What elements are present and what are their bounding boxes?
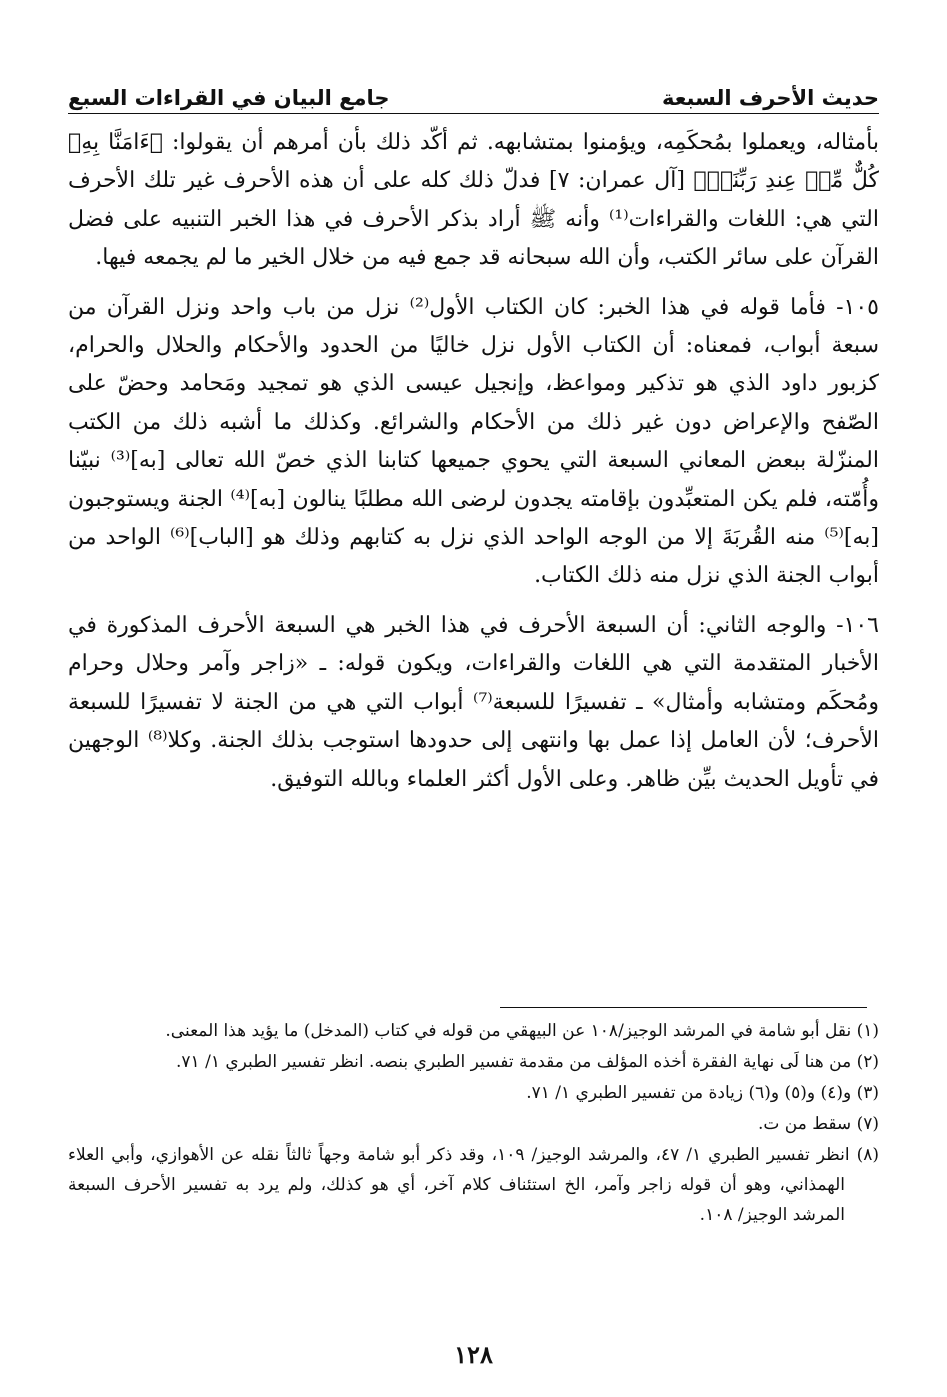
footnote-1: (١) نقل أبو شامة في المرشد الوجيز/١٠٨ عن البيهقي من قوله في كتاب (المدخل) ما يؤيد هذا المعنى. <box>165 1021 879 1041</box>
footnote-2: (٢) من هنا لَى نهاية الفقرة أخذه المؤلف من مقدمة تفسير الطبري بنصه. انظر تفسير الطبري ١/ ٧١. <box>176 1052 879 1072</box>
header-rule <box>68 113 879 114</box>
header-chapter-title: حديث الأحرف السبعة <box>661 86 879 110</box>
page-number: ١٢٨ <box>454 1340 493 1369</box>
paragraph-106: ١٠٦- والوجه الثاني: أن السبعة الأحرف في هذا الخبر هي السبعة الأحرف المذكورة في الأخبار المتقدمة التي هي اللغات والقراءات، ويكون قوله: ـ «زاجر وآمر وحلال وحرام ومُحكَم ومتشابه وأمثال» ـ تفسيرًا للسبعة⁽⁷⁾ أبواب التي هي من الجنة لا تفسيرًا للسبعة الأحرف؛ لأن العامل إذا عمل بها وانتهى إلى حدودها استوجب بذلك الجنة. وكلا⁽⁸⁾ الوجهين في تأويل الحديث بيِّن ظاهر. وعلى الأول أكثر العلماء وبالله التوفيق. <box>68 612 879 792</box>
footnote-rule <box>500 1007 867 1008</box>
main-text <box>68 124 879 810</box>
header-book-title: جامع البيان في القراءات السبع <box>68 86 390 110</box>
footnotes <box>68 1016 879 1231</box>
footnote-8: (٨) انظر تفسير الطبري ١/ ٤٧، والمرشد الوجيز/ ١٠٩، وقد ذكر أبو شامة وجهاً ثالثاً نقله عن الأهوازي، وأبي العلاء الهمذاني، وهو أن قوله زاجر وآمر، الخ استئناف كلام آخر، أي هو كذلك، ولم يرد به تفسير الأحرف السبعة المرشد الوجيز/ ١٠٨. <box>68 1145 880 1225</box>
paragraph-105: ١٠٥- فأما قوله في هذا الخبر: كان الكتاب الأول⁽²⁾ نزل من باب واحد ونزل القرآن من سبعة أبواب، فمعناه: أن الكتاب الأول نزل خاليًا من الحدود والأحكام والحلال والحرام، كزبور داود الذي هو تذكير ومواعظ، وإنجيل عيسى الذي هو تمجيد ومَحامد وحضّ على الصّفح والإعراض دون غير ذلك من الأحكام والشرائع. وكذلك ما أشبه ذلك من الكتب المنزّلة ببعض المعاني السبعة التي يحوي جميعها كتابنا الذي خصّ الله تعالى [به]⁽³⁾ نبيّنا وأُمّته، فلم يكن المتعبِّدون بإقامته يجدون لرضى الله مطلبًا ينالون [به]⁽⁴⁾ الجنة ويستوجبون [به]⁽⁵⁾ منه القُربَةَ إلا من الوجه الواحد الذي نزل به كتابهم وذلك هو [الباب]⁽⁶⁾ الواحد من أبواب الجنة الذي نزل منه ذلك الكتاب. <box>68 294 879 589</box>
footnote-3-6: (٣) و(٤) و(٥) و(٦) زيادة من تفسير الطبري ١/ ٧١. <box>526 1083 879 1103</box>
paragraph-intro: بأمثاله، ويعملوا بمُحكَمِه، ويؤمنوا بمتشابهه. ثم أكّد ذلك بأن أمرهم أن يقولوا: ﴿ءَامَنَّا بِهِۦ كُلٌّ مِّنۡ عِندِ رَبِّنَاۗ﴾ [آل عمران: ٧] فدلّ ذلك كله على أن هذه الأحرف غير تلك الأحرف التي هي: اللغات والقراءات⁽¹⁾ وأنه ﷺ أراد بذكر الأحرف في هذا الخبر التنبيه على فضل القرآن على سائر الكتب، وأن الله سبحانه قد جمع فيه من خلال الخير ما لم يجمعه فيها. <box>68 130 879 271</box>
running-header <box>68 70 879 110</box>
footnote-7: (٧) سقط من ت. <box>757 1114 879 1134</box>
